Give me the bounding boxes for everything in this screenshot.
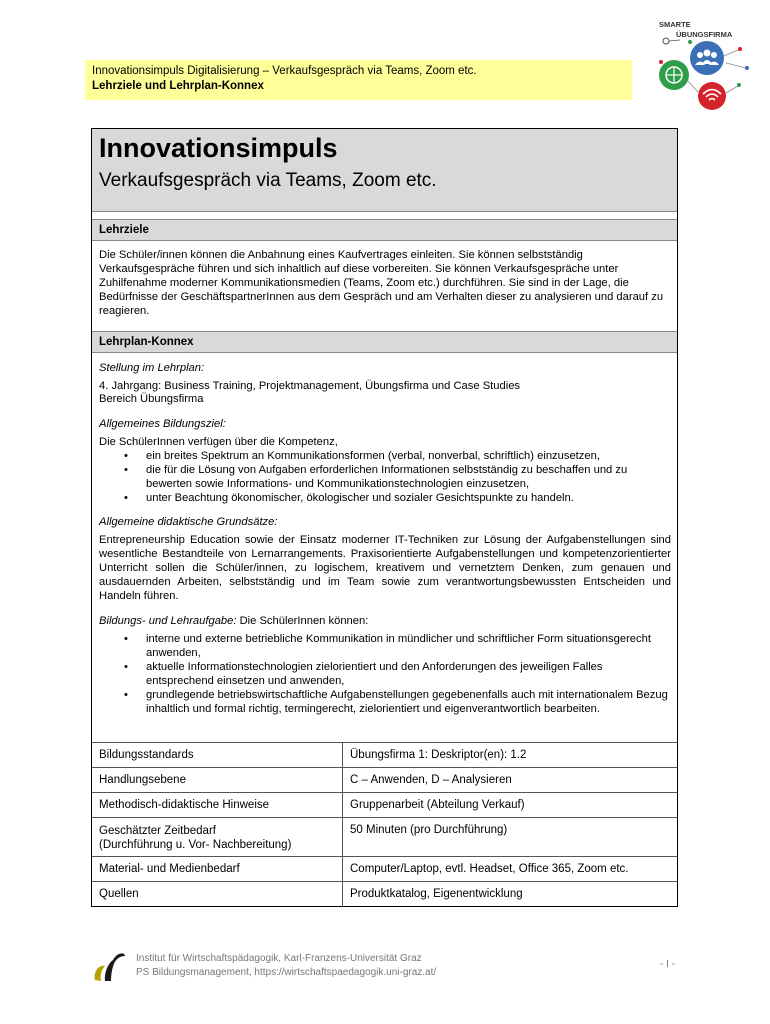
table-cell-label: Handlungsebene (92, 768, 343, 793)
bildungsziel-list (99, 449, 671, 505)
table-row (92, 793, 677, 818)
table-cell-value: Übungsfirma 1: Deskriptor(en): 1.2 (343, 743, 678, 768)
list-item: • ein breites Spektrum an Kommunikationsformen (verbal, nonverbal, schriftlich) einzusetzen, (99, 449, 671, 463)
lehraufgabe-list (99, 632, 671, 716)
logo-line1: SMARTE (659, 20, 691, 29)
list-item: • unter Beachtung ökonomischer, ökologischer und sozialer Gesichtspunkte zu handeln. (99, 491, 671, 505)
content-box (91, 128, 678, 907)
list-item: • aktuelle Informationstechnologien zielorientiert und den Anforderungen des jeweiligen Falles entsprechend einsetzen und anwenden, (99, 660, 671, 688)
list-item: • die für die Lösung von Aufgaben erforderlichen Informationen selbstständig zu beschaffen und zu bewerten sowie Informations- und Kommunikationstechnologien einzusetzen, (99, 463, 671, 491)
people-icon (690, 41, 724, 75)
grundsaetze-label: Allgemeine didaktische Grundsätze: (99, 516, 278, 528)
section-heading-lehrplan-label: Lehrplan-Konnex (99, 336, 194, 348)
table-cell-value: Produktkatalog, Eigenentwicklung (343, 882, 678, 907)
list-item: • interne und externe betriebliche Kommunikation in mündlicher und schriftlicher Form situationsgerecht anwenden, (99, 632, 671, 660)
logo-line2: ÜBUNGSFIRMA (676, 30, 733, 39)
table-row (92, 882, 677, 907)
smarte-uebungsfirma-logo (650, 18, 760, 110)
bildungsziel-label: Allgemeines Bildungsziel: (99, 418, 226, 430)
section-heading-lehrziele (92, 219, 677, 241)
table-cell-value: Computer/Laptop, evtl. Headset, Office 365, Zoom etc. (343, 857, 678, 882)
university-logo (91, 950, 127, 984)
footer-line2: PS Bildungsmanagement, https://wirtschaftspaedagogik.uni-graz.at/ (136, 967, 437, 978)
table-row (92, 768, 677, 793)
table-cell-label (92, 818, 343, 857)
table-row (92, 818, 677, 857)
document-header (85, 60, 632, 100)
footer-text (136, 952, 436, 980)
info-table (92, 742, 677, 907)
wifi-icon (698, 82, 726, 110)
lehraufgabe-label: Bildungs- und Lehraufgabe: (99, 615, 237, 627)
table-cell-value: Gruppenarbeit (Abteilung Verkauf) (343, 793, 678, 818)
lehraufgabe-intro: Die SchülerInnen können: (236, 615, 369, 627)
table-cell-label: Quellen (92, 882, 343, 907)
table-cell-label: Material- und Medienbedarf (92, 857, 343, 882)
list-item: • grundlegende betriebswirtschaftliche Aufgabenstellungen gegebenenfalls auch mit internationalem Bezug inhaltlich und formal richtig, termingerecht, zielorientiert und eigenverantwortlich bearbeiten. (99, 688, 671, 716)
stellung-line1: 4. Jahrgang: Business Training, Projektmanagement, Übungsfirma und Case Studies (99, 380, 521, 392)
main-title: Innovationsimpuls (99, 133, 338, 163)
lehraufgabe-line (99, 614, 671, 628)
header-title: Innovationsimpuls Digitalisierung – Verkaufsgespräch via Teams, Zoom etc. (92, 65, 477, 77)
bildungsziel-intro: Die SchülerInnen verfügen über die Kompetenz, (99, 436, 338, 448)
table-cell-value: 50 Minuten (pro Durchführung) (343, 818, 678, 857)
section-heading-lehrziele-label: Lehrziele (99, 224, 149, 236)
stellung-label: Stellung im Lehrplan: (99, 362, 205, 374)
table-cell-label: Methodisch-didaktische Hinweise (92, 793, 343, 818)
section-heading-lehrplan (92, 331, 677, 353)
table-cell-label: Bildungsstandards (92, 743, 343, 768)
grundsaetze-text: Entrepreneurship Education sowie der Einsatz moderner IT-Techniken zur Lösung der Aufgabenstellungen sind wesentliche Bestandteile von Lernarrangements. Praxisorientierte Aufgabenstellungen und kompetenzorientierter Unterricht sollen die Schüler/innen, zu logischem, kreativem und vernetztem Denken, zum genauen und ausdauernden Arbeiten, selbstständig und im Team sowie zum verantwortungsbewussten Entscheiden und Handeln führen. (99, 534, 671, 602)
page-number: - I - (660, 959, 675, 970)
table-cell-label-line2: (Durchführung u. Vor- Nachbereitung) (99, 839, 292, 851)
header-subtitle: Lehrziele und Lehrplan-Konnex (92, 80, 264, 92)
main-subtitle: Verkaufsgespräch via Teams, Zoom etc. (99, 170, 437, 191)
table-row (92, 857, 677, 882)
stellung-line2: Bereich Übungsfirma (99, 393, 204, 405)
table-row (92, 743, 677, 768)
lehrziele-text: Die Schüler/innen können die Anbahnung eines Kaufvertrages einleiten. Sie können selbstständig Verkaufsgespräche führen und sich inhaltlich auf diese vorbereiten. Sie können Verkaufsgespräche unter Zuhilfenahme moderner Kommunikationsmedien (Teams, Zoom etc.) durchführen. Sie sind in der Lage, die Bedürfnisse der GeschäftspartnerInnen aus dem Gespräch und am Verhalten dieser zu analysieren und darauf zu reagieren. (99, 249, 664, 317)
table-cell-label-line1: Geschätzter Zeitbedarf (99, 825, 216, 837)
title-block (92, 129, 677, 212)
footer-line1: Institut für Wirtschaftspädagogik, Karl-Franzens-Universität Graz (136, 953, 422, 964)
table-cell-value: C – Anwenden, D – Analysieren (343, 768, 678, 793)
